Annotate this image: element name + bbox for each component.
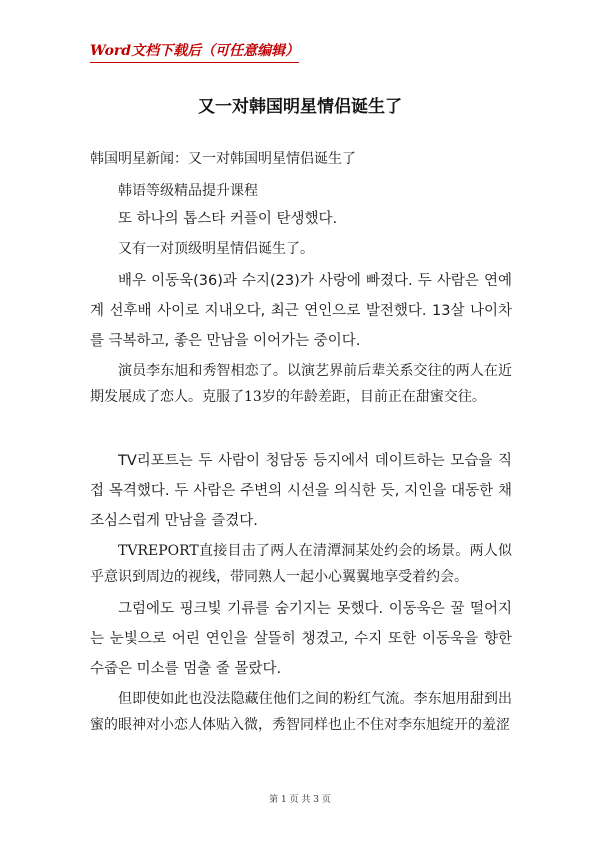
chinese-paragraph: 韩语等级精品提升课程 — [118, 183, 258, 199]
chinese-paragraph: 演员李东旭和秀智相恋了。以演艺界前后辈关系交往的两人在近期发展成了恋人。克服了13岁的年龄差距，目前正在甜蜜交往。 — [90, 363, 512, 405]
page-number: 第 1 页 共 3 页 — [269, 795, 331, 805]
chinese-paragraph: 但即使如此也没法隐藏住他们之间的粉红气流。李东旭用甜到出蜜的眼神对小恋人体贴入微，秀智同样也止不住对李东旭绽开的羞涩 — [90, 691, 512, 733]
chinese-paragraph: TVREPORT直接目击了两人在清潭洞某处约会的场景。两人似乎意识到周边的视线，带同熟人一起小心翼翼地享受着约会。 — [90, 543, 512, 585]
korean-paragraph: TV리포트는 두 사람이 청담동 등지에서 데이트하는 모습을 직접 목격했다. 두 사람은 주변의 시선을 의식한 듯, 지인을 대동한 채 조심스럽게 만남을 즐겼다. — [90, 453, 512, 529]
chinese-paragraph: 韩国明星新闻：又一对韩国明星情侣诞生了 — [90, 151, 356, 167]
korean-paragraph: 배우 이동욱(36)과 수지(23)가 사랑에 빠졌다. 두 사람은 연예계 선후배 사이로 지내오다, 최근 연인으로 발전했다. 13살 나이차를 극복하고, 좋은 만남을 이어가는 중이다. — [90, 273, 512, 349]
document-body — [90, 146, 512, 738]
korean-paragraph: 또 하나의 톱스타 커플이 탄생했다. — [118, 211, 338, 227]
chinese-paragraph: 又有一对顶级明星情侣诞生了。 — [118, 241, 314, 257]
korean-paragraph: 그럼에도 핑크빛 기류를 숨기지는 못했다. 이동욱은 꿀 떨어지는 눈빛으로 어린 연인을 살뜰히 챙겼고, 수지 또한 이동욱을 향한 수줍은 미소를 멈출 줄 몰랐다. — [90, 601, 512, 677]
download-watermark: Word文档下载后（可任意编辑） — [90, 40, 299, 63]
document-title: 又一对韩国明星情侣诞生了 — [198, 97, 402, 117]
